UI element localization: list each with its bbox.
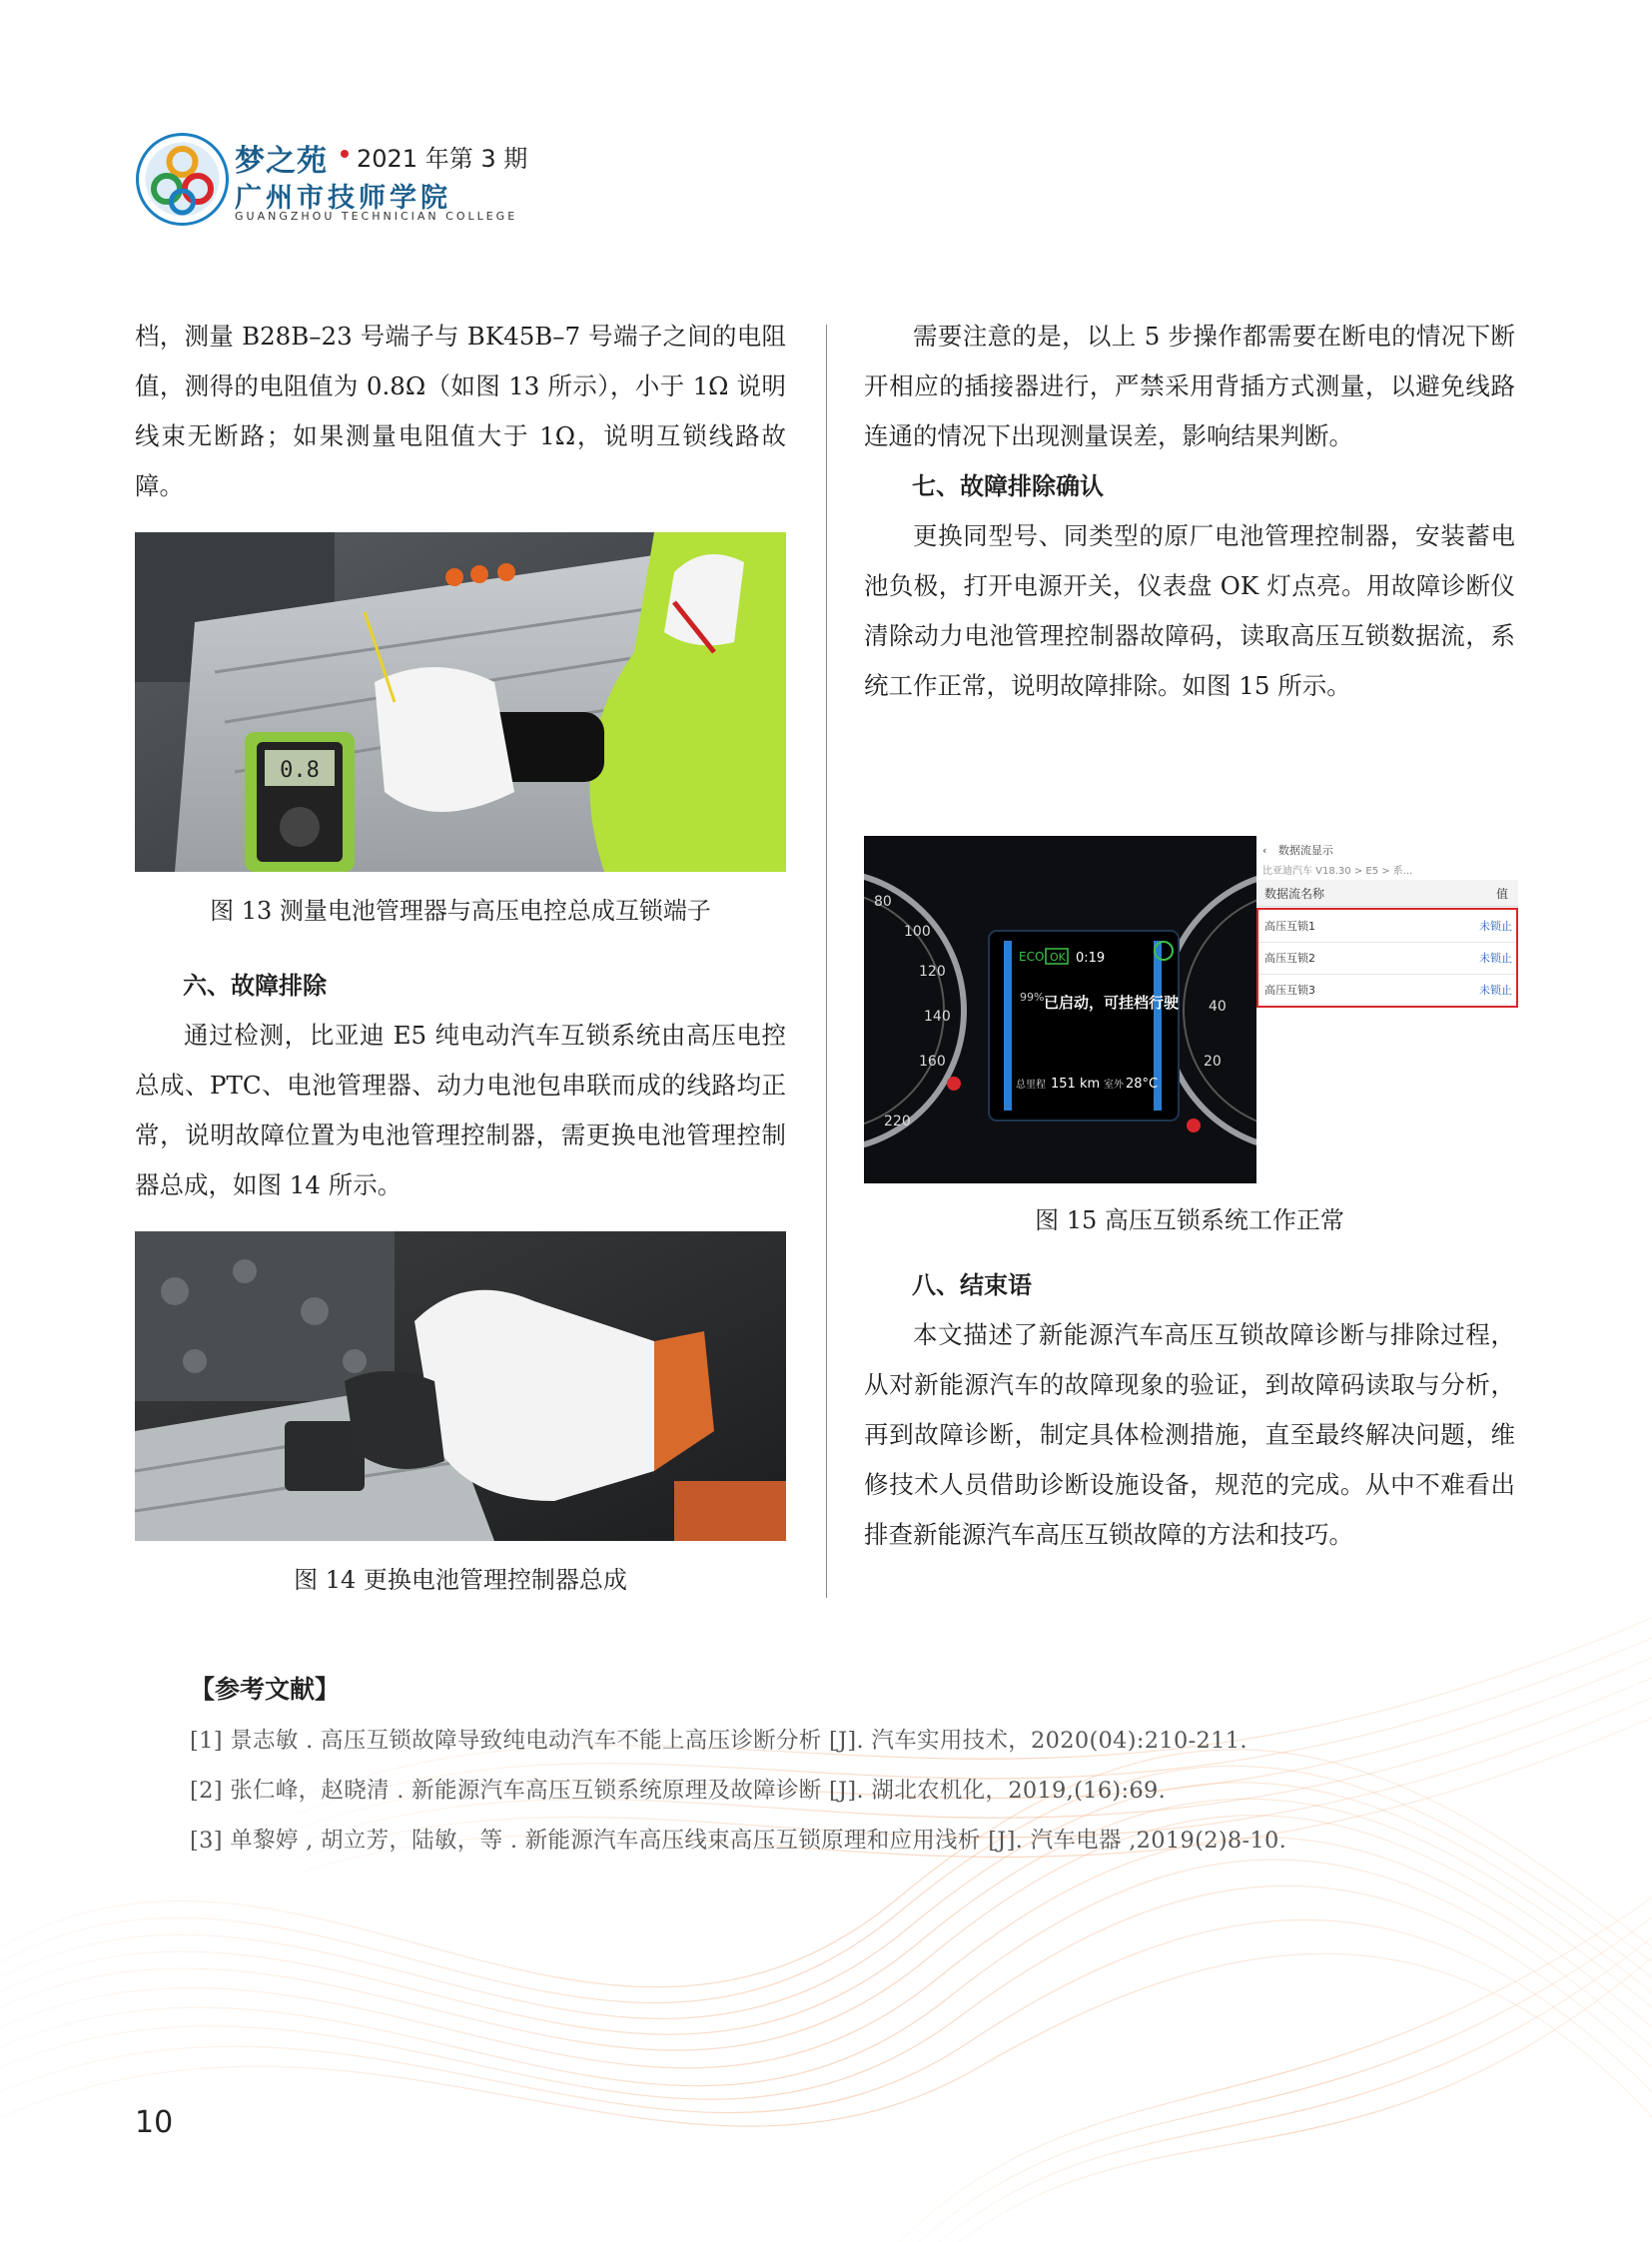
journal-header xyxy=(135,128,574,228)
svg-text:100: 100 xyxy=(904,924,931,940)
panel-path: 比亚迪汽车 V18.30 > E5 > 系... xyxy=(1262,866,1413,877)
brand-dot xyxy=(341,150,349,158)
references-title: 【参考文献】 xyxy=(190,1675,341,1704)
col-name-header: 数据流名称 xyxy=(1264,887,1325,901)
start-message: 已启动，可挂档行驶 xyxy=(1044,994,1180,1012)
figure-14-caption: 图 14 更换电池管理控制器总成 xyxy=(294,1566,627,1594)
svg-text:140: 140 xyxy=(924,1009,951,1025)
svg-text:80: 80 xyxy=(874,894,892,910)
range-label: 总里程 xyxy=(1016,1080,1046,1091)
right-para-3: 本文描述了新能源汽车高压互锁故障诊断与排除过程，从对新能源汽车的故障现象的验证，到故障码读取与分析，再到故障诊断，制定具体检测措施，直至最终解决问题，维修技术人员借助诊断设施设备，规范的完成。从中不难看出排查新能源汽车高压互锁故障的方法和技巧。 xyxy=(864,1320,1515,1549)
college-name-en: GUANGZHOU TECHNICIAN COLLEGE xyxy=(235,210,518,223)
figure-15-caption: 图 15 高压互锁系统工作正常 xyxy=(1035,1206,1344,1234)
issue-label: 2021 年第 3 期 xyxy=(357,145,528,173)
panel-rows-highlight xyxy=(1256,908,1518,1008)
left-column xyxy=(135,312,786,511)
right-para-1: 需要注意的是，以上 5 步操作都需要在断电的情况下断开相应的插接器进行，严禁采用背插方式测量，以避免线路连通的情况下出现测量误差，影响结果判断。 xyxy=(864,322,1515,450)
table-row[interactable] xyxy=(1258,910,1516,943)
row-value: 未锁止 xyxy=(1479,920,1512,933)
right-column-lower xyxy=(864,1260,1515,1560)
section-7-heading: 七、故障排除确认 xyxy=(912,472,1104,500)
back-arrow-icon[interactable]: ‹ xyxy=(1262,844,1267,857)
right-para-2: 更换同型号、同类型的原厂电池管理控制器，安装蓄电池负极，打开电源开关，仪表盘 OK 灯点亮。用故障诊断仪清除动力电池管理控制器故障码，读取高压互锁数据流，系统工作正常，说明故障排除。如图 15 所示。 xyxy=(864,521,1515,700)
svg-text:220: 220 xyxy=(884,1114,911,1129)
section-6-heading: 六、故障排除 xyxy=(183,972,327,1000)
row-name: 高压互锁2 xyxy=(1264,952,1315,965)
row-name: 高压互锁3 xyxy=(1264,984,1315,997)
left-para-2: 通过检测，比亚迪 E5 纯电动汽车互锁系统由高压电控总成、PTC、电池管理器、动力电池包串联而成的线路均正常，说明故障位置为电池管理控制器，需更换电池管理控制器总成，如图 14 所示。 xyxy=(135,1021,786,1199)
left-para-1: 档，测量 B28B–23 号端子与 BK45B–7 号端子之间的电阻值，测得的电阻值为 0.8Ω（如图 13 所示），小于 1Ω 说明线束无断路；如果测量电阻值大于 1Ω，说明互锁线路故障。 xyxy=(135,322,786,500)
svg-text:20: 20 xyxy=(1204,1054,1222,1070)
right-column xyxy=(864,312,1515,711)
section-8-heading: 八、结束语 xyxy=(912,1271,1032,1299)
battery-percent: 99% xyxy=(1020,991,1045,1004)
figure-13 xyxy=(135,532,786,872)
svg-text:160: 160 xyxy=(919,1054,946,1070)
dashboard-photo xyxy=(864,836,1256,1183)
college-logo xyxy=(135,132,230,227)
svg-text:40: 40 xyxy=(1209,999,1227,1015)
figure-13-photo xyxy=(135,532,786,872)
reference-item: [3] 单黎婷 , 胡立芳，陆敏，等 . 新能源汽车高压线束高压互锁原理和应用浅析 [J]. 汽车电器 ,2019(2)8-10. xyxy=(190,1828,1287,1854)
figure-14-photo xyxy=(135,1231,786,1541)
table-row[interactable] xyxy=(1258,942,1516,975)
college-name-cn: 广州市技师学院 xyxy=(235,183,451,214)
page-number: 10 xyxy=(135,2105,174,2140)
clock: 0:19 xyxy=(1076,951,1106,966)
reference-item: [1] 景志敏 . 高压互锁故障导致纯电动汽车不能上高压诊断分析 [J]. 汽车实用技术，2020(04):210-211. xyxy=(190,1728,1247,1754)
panel-title: 数据流显示 xyxy=(1277,844,1333,857)
panel-back-row[interactable] xyxy=(1262,842,1333,858)
temp-label: 室外 xyxy=(1104,1080,1124,1091)
figure-14 xyxy=(135,1231,786,1541)
figure-15-diagnostic-panel xyxy=(1256,836,1518,1183)
meter-reading: 0.8 xyxy=(280,758,320,783)
range-value: 151 km xyxy=(1051,1077,1101,1092)
ok-indicator: OK xyxy=(1050,951,1066,964)
reference-item: [2] 张仁峰，赵晓清 . 新能源汽车高压互锁系统原理及故障诊断 [J]. 湖北农机化，2019,(16):69. xyxy=(190,1778,1167,1804)
svg-text:120: 120 xyxy=(919,964,946,980)
column-divider xyxy=(826,325,827,1598)
figure-13-caption: 图 13 测量电池管理器与高压电控总成互锁端子 xyxy=(210,897,711,925)
row-name: 高压互锁1 xyxy=(1264,920,1315,933)
col-value-header: 值 xyxy=(1495,887,1508,901)
references xyxy=(190,1670,1548,1866)
temp-value: 28°C xyxy=(1126,1077,1159,1092)
table-row[interactable] xyxy=(1258,974,1516,1006)
left-column-lower xyxy=(135,961,786,1210)
journal-brand: 梦之苑 xyxy=(235,144,328,179)
panel-table-header xyxy=(1256,880,1518,907)
eco-indicator: ECO xyxy=(1019,950,1045,964)
figure-15-dashboard xyxy=(864,836,1256,1183)
row-value: 未锁止 xyxy=(1479,952,1512,965)
row-value: 未锁止 xyxy=(1479,984,1512,997)
